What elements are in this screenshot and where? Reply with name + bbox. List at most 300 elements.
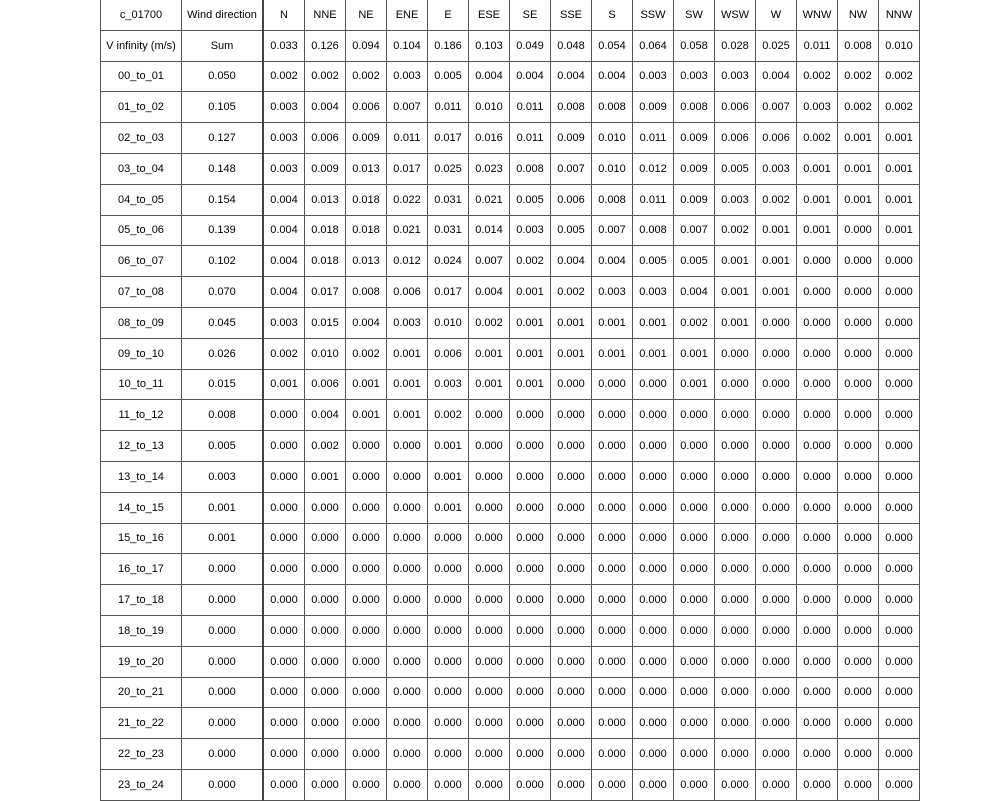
frequency-cell: 0.000 (879, 585, 920, 616)
frequency-cell: 0.002 (428, 400, 469, 431)
frequency-cell: 0.000 (263, 615, 305, 646)
frequency-cell: 0.000 (838, 307, 879, 338)
direction-header-ne: NE (346, 0, 387, 30)
frequency-cell: 0.000 (510, 769, 551, 800)
row-sum-cell: 0.015 (182, 369, 264, 400)
frequency-cell: 0.000 (263, 739, 305, 770)
frequency-cell: 0.000 (715, 677, 756, 708)
frequency-cell: 0.000 (797, 277, 838, 308)
frequency-cell: 0.008 (674, 92, 715, 123)
frequency-cell: 0.000 (756, 523, 797, 554)
frequency-cell: 0.008 (551, 92, 592, 123)
frequency-cell: 0.001 (797, 184, 838, 215)
frequency-cell: 0.004 (263, 277, 305, 308)
table-row (101, 369, 920, 400)
frequency-cell: 0.002 (510, 246, 551, 277)
table-row (101, 123, 920, 154)
corner-label: c_01700 (101, 0, 182, 30)
sum-row (101, 30, 920, 61)
frequency-cell: 0.001 (592, 307, 633, 338)
frequency-cell: 0.000 (756, 677, 797, 708)
frequency-cell: 0.011 (428, 92, 469, 123)
frequency-cell: 0.005 (715, 153, 756, 184)
frequency-cell: 0.004 (551, 61, 592, 92)
frequency-cell: 0.000 (633, 585, 674, 616)
frequency-cell: 0.004 (346, 307, 387, 338)
frequency-cell: 0.000 (879, 615, 920, 646)
table-row (101, 153, 920, 184)
speed-bin-label: 18_to_19 (101, 615, 182, 646)
frequency-cell: 0.000 (633, 400, 674, 431)
frequency-cell: 0.000 (263, 646, 305, 677)
direction-header-e: E (428, 0, 469, 30)
direction-header-ese: ESE (469, 0, 510, 30)
direction-sum-cell: 0.028 (715, 30, 756, 61)
frequency-cell: 0.000 (715, 492, 756, 523)
frequency-cell: 0.000 (469, 646, 510, 677)
wind-direction-header: Wind direction (182, 0, 264, 30)
direction-header-nne: NNE (305, 0, 346, 30)
frequency-cell: 0.000 (551, 523, 592, 554)
frequency-cell: 0.000 (674, 739, 715, 770)
table-row (101, 307, 920, 338)
speed-bin-label: 11_to_12 (101, 400, 182, 431)
direction-sum-cell: 0.126 (305, 30, 346, 61)
frequency-cell: 0.013 (305, 184, 346, 215)
frequency-cell: 0.004 (756, 61, 797, 92)
frequency-cell: 0.001 (510, 369, 551, 400)
frequency-cell: 0.000 (879, 708, 920, 739)
frequency-cell: 0.002 (797, 61, 838, 92)
frequency-cell: 0.000 (633, 769, 674, 800)
frequency-cell: 0.004 (263, 184, 305, 215)
table-row (101, 184, 920, 215)
frequency-cell: 0.011 (633, 184, 674, 215)
speed-bin-label: 06_to_07 (101, 246, 182, 277)
frequency-cell: 0.000 (756, 769, 797, 800)
frequency-cell: 0.000 (879, 677, 920, 708)
frequency-cell: 0.009 (305, 153, 346, 184)
frequency-cell: 0.000 (797, 523, 838, 554)
frequency-cell: 0.008 (346, 277, 387, 308)
frequency-cell: 0.000 (715, 554, 756, 585)
frequency-cell: 0.001 (879, 215, 920, 246)
row-sum-cell: 0.005 (182, 431, 264, 462)
frequency-cell: 0.000 (510, 523, 551, 554)
frequency-cell: 0.006 (387, 277, 428, 308)
table-row (101, 277, 920, 308)
frequency-cell: 0.000 (879, 338, 920, 369)
frequency-cell: 0.000 (633, 369, 674, 400)
frequency-cell: 0.002 (305, 61, 346, 92)
frequency-cell: 0.000 (551, 461, 592, 492)
frequency-cell: 0.000 (797, 307, 838, 338)
frequency-cell: 0.017 (387, 153, 428, 184)
table-row (101, 585, 920, 616)
frequency-cell: 0.000 (387, 708, 428, 739)
direction-sum-cell: 0.094 (346, 30, 387, 61)
frequency-cell: 0.000 (797, 554, 838, 585)
direction-sum-cell: 0.033 (263, 30, 305, 61)
frequency-cell: 0.000 (263, 523, 305, 554)
frequency-cell: 0.000 (674, 646, 715, 677)
frequency-cell: 0.000 (469, 461, 510, 492)
row-sum-cell: 0.008 (182, 400, 264, 431)
frequency-cell: 0.009 (633, 92, 674, 123)
frequency-cell: 0.000 (715, 338, 756, 369)
frequency-cell: 0.000 (633, 431, 674, 462)
frequency-cell: 0.001 (305, 461, 346, 492)
table-row (101, 523, 920, 554)
frequency-cell: 0.009 (346, 123, 387, 154)
speed-bin-label: 23_to_24 (101, 769, 182, 800)
speed-bin-label: 03_to_04 (101, 153, 182, 184)
frequency-cell: 0.000 (469, 431, 510, 462)
frequency-cell: 0.007 (551, 153, 592, 184)
frequency-cell: 0.002 (715, 215, 756, 246)
speed-bin-label: 14_to_15 (101, 492, 182, 523)
frequency-cell: 0.002 (346, 61, 387, 92)
frequency-cell: 0.011 (510, 123, 551, 154)
row-sum-cell: 0.045 (182, 307, 264, 338)
frequency-cell: 0.001 (797, 153, 838, 184)
frequency-cell: 0.000 (674, 492, 715, 523)
frequency-cell: 0.000 (469, 769, 510, 800)
frequency-cell: 0.000 (715, 708, 756, 739)
frequency-cell: 0.000 (263, 492, 305, 523)
frequency-cell: 0.001 (838, 153, 879, 184)
frequency-cell: 0.000 (510, 492, 551, 523)
frequency-cell: 0.003 (387, 307, 428, 338)
frequency-cell: 0.000 (797, 585, 838, 616)
speed-bin-label: 20_to_21 (101, 677, 182, 708)
frequency-cell: 0.000 (879, 431, 920, 462)
direction-sum-cell: 0.025 (756, 30, 797, 61)
frequency-cell: 0.001 (428, 492, 469, 523)
frequency-cell: 0.000 (674, 461, 715, 492)
frequency-cell: 0.021 (387, 215, 428, 246)
frequency-cell: 0.008 (592, 184, 633, 215)
frequency-cell: 0.002 (797, 123, 838, 154)
frequency-cell: 0.000 (551, 585, 592, 616)
frequency-cell: 0.001 (551, 338, 592, 369)
frequency-cell: 0.000 (879, 400, 920, 431)
frequency-cell: 0.000 (387, 554, 428, 585)
frequency-cell: 0.000 (510, 615, 551, 646)
frequency-cell: 0.000 (387, 677, 428, 708)
frequency-cell: 0.000 (838, 277, 879, 308)
table-row (101, 615, 920, 646)
frequency-cell: 0.001 (756, 215, 797, 246)
frequency-cell: 0.000 (510, 708, 551, 739)
frequency-cell: 0.000 (428, 677, 469, 708)
frequency-cell: 0.031 (428, 184, 469, 215)
frequency-cell: 0.003 (797, 92, 838, 123)
row-sum-cell: 0.000 (182, 554, 264, 585)
frequency-cell: 0.000 (879, 646, 920, 677)
frequency-cell: 0.002 (263, 61, 305, 92)
table-row (101, 246, 920, 277)
frequency-cell: 0.000 (428, 523, 469, 554)
frequency-cell: 0.001 (428, 461, 469, 492)
frequency-cell: 0.000 (551, 554, 592, 585)
frequency-cell: 0.000 (756, 307, 797, 338)
frequency-cell: 0.001 (715, 307, 756, 338)
row-sum-cell: 0.000 (182, 615, 264, 646)
frequency-cell: 0.000 (838, 246, 879, 277)
frequency-cell: 0.000 (551, 739, 592, 770)
frequency-cell: 0.000 (592, 677, 633, 708)
speed-bin-label: 13_to_14 (101, 461, 182, 492)
frequency-cell: 0.018 (346, 184, 387, 215)
frequency-cell: 0.003 (633, 277, 674, 308)
frequency-cell: 0.000 (879, 769, 920, 800)
frequency-cell: 0.000 (346, 739, 387, 770)
frequency-cell: 0.000 (305, 554, 346, 585)
direction-sum-cell: 0.054 (592, 30, 633, 61)
frequency-cell: 0.009 (674, 123, 715, 154)
frequency-cell: 0.000 (346, 708, 387, 739)
frequency-cell: 0.006 (428, 338, 469, 369)
frequency-cell: 0.000 (838, 739, 879, 770)
frequency-cell: 0.005 (551, 215, 592, 246)
row-sum-cell: 0.127 (182, 123, 264, 154)
frequency-cell: 0.000 (510, 400, 551, 431)
frequency-cell: 0.024 (428, 246, 469, 277)
frequency-cell: 0.012 (633, 153, 674, 184)
speed-bin-label: 08_to_09 (101, 307, 182, 338)
frequency-cell: 0.000 (305, 523, 346, 554)
frequency-cell: 0.000 (346, 461, 387, 492)
frequency-cell: 0.022 (387, 184, 428, 215)
frequency-cell: 0.001 (510, 277, 551, 308)
frequency-cell: 0.000 (346, 646, 387, 677)
table-row (101, 646, 920, 677)
frequency-cell: 0.000 (551, 677, 592, 708)
frequency-cell: 0.018 (305, 246, 346, 277)
row-sum-cell: 0.000 (182, 677, 264, 708)
frequency-cell: 0.000 (510, 585, 551, 616)
frequency-cell: 0.000 (756, 646, 797, 677)
frequency-cell: 0.010 (469, 92, 510, 123)
frequency-cell: 0.000 (797, 461, 838, 492)
row-sum-cell: 0.000 (182, 739, 264, 770)
frequency-cell: 0.001 (756, 246, 797, 277)
frequency-cell: 0.000 (838, 554, 879, 585)
frequency-cell: 0.000 (797, 338, 838, 369)
speed-bin-label: 15_to_16 (101, 523, 182, 554)
frequency-cell: 0.031 (428, 215, 469, 246)
frequency-cell: 0.000 (387, 431, 428, 462)
frequency-cell: 0.000 (387, 769, 428, 800)
frequency-cell: 0.010 (305, 338, 346, 369)
frequency-cell: 0.000 (592, 708, 633, 739)
sum-header: Sum (182, 30, 264, 61)
speed-bin-label: 07_to_08 (101, 277, 182, 308)
frequency-cell: 0.000 (510, 554, 551, 585)
frequency-cell: 0.001 (674, 369, 715, 400)
table-row (101, 492, 920, 523)
frequency-cell: 0.011 (633, 123, 674, 154)
frequency-cell: 0.007 (592, 215, 633, 246)
table-row (101, 431, 920, 462)
frequency-cell: 0.000 (838, 523, 879, 554)
frequency-cell: 0.003 (592, 277, 633, 308)
frequency-cell: 0.000 (592, 739, 633, 770)
frequency-cell: 0.000 (797, 708, 838, 739)
frequency-cell: 0.003 (715, 184, 756, 215)
frequency-cell: 0.000 (263, 554, 305, 585)
frequency-cell: 0.000 (633, 554, 674, 585)
frequency-cell: 0.000 (715, 431, 756, 462)
frequency-cell: 0.000 (633, 708, 674, 739)
frequency-cell: 0.000 (551, 708, 592, 739)
frequency-cell: 0.000 (469, 739, 510, 770)
frequency-cell: 0.000 (428, 739, 469, 770)
frequency-cell: 0.000 (263, 708, 305, 739)
table-body (101, 0, 920, 800)
frequency-cell: 0.001 (387, 338, 428, 369)
frequency-cell: 0.005 (633, 246, 674, 277)
table-row (101, 215, 920, 246)
frequency-cell: 0.000 (551, 769, 592, 800)
frequency-cell: 0.000 (469, 677, 510, 708)
frequency-cell: 0.000 (592, 461, 633, 492)
frequency-cell: 0.000 (674, 431, 715, 462)
frequency-cell: 0.000 (633, 739, 674, 770)
frequency-cell: 0.001 (510, 307, 551, 338)
frequency-cell: 0.000 (633, 677, 674, 708)
frequency-cell: 0.001 (551, 307, 592, 338)
frequency-cell: 0.001 (633, 338, 674, 369)
row-sum-cell: 0.000 (182, 708, 264, 739)
frequency-cell: 0.000 (838, 338, 879, 369)
frequency-cell: 0.000 (592, 431, 633, 462)
row-sum-cell: 0.001 (182, 492, 264, 523)
frequency-cell: 0.001 (387, 369, 428, 400)
frequency-cell: 0.006 (305, 123, 346, 154)
frequency-cell: 0.000 (469, 400, 510, 431)
frequency-cell: 0.000 (263, 461, 305, 492)
frequency-cell: 0.000 (756, 708, 797, 739)
frequency-cell: 0.000 (551, 369, 592, 400)
direction-sum-cell: 0.058 (674, 30, 715, 61)
frequency-cell: 0.000 (428, 646, 469, 677)
frequency-cell: 0.002 (263, 338, 305, 369)
speed-bin-label: 19_to_20 (101, 646, 182, 677)
frequency-cell: 0.017 (305, 277, 346, 308)
frequency-cell: 0.006 (756, 123, 797, 154)
frequency-cell: 0.002 (879, 92, 920, 123)
frequency-cell: 0.003 (756, 153, 797, 184)
frequency-cell: 0.001 (592, 338, 633, 369)
row-sum-cell: 0.050 (182, 61, 264, 92)
frequency-cell: 0.000 (592, 585, 633, 616)
frequency-cell: 0.003 (633, 61, 674, 92)
direction-sum-cell: 0.010 (879, 30, 920, 61)
speed-bin-label: 01_to_02 (101, 92, 182, 123)
direction-header-wnw: WNW (797, 0, 838, 30)
row-sum-cell: 0.000 (182, 769, 264, 800)
direction-sum-cell: 0.049 (510, 30, 551, 61)
frequency-cell: 0.007 (469, 246, 510, 277)
frequency-cell: 0.000 (756, 338, 797, 369)
frequency-cell: 0.007 (387, 92, 428, 123)
frequency-cell: 0.000 (879, 523, 920, 554)
frequency-cell: 0.000 (838, 677, 879, 708)
speed-bin-label: 00_to_01 (101, 61, 182, 92)
direction-sum-cell: 0.103 (469, 30, 510, 61)
frequency-cell: 0.006 (346, 92, 387, 123)
frequency-cell: 0.001 (346, 400, 387, 431)
frequency-cell: 0.001 (387, 400, 428, 431)
frequency-cell: 0.014 (469, 215, 510, 246)
frequency-cell: 0.005 (510, 184, 551, 215)
frequency-cell: 0.000 (715, 646, 756, 677)
frequency-cell: 0.000 (592, 369, 633, 400)
frequency-cell: 0.000 (838, 400, 879, 431)
frequency-cell: 0.006 (715, 123, 756, 154)
frequency-cell: 0.003 (510, 215, 551, 246)
frequency-cell: 0.000 (633, 492, 674, 523)
frequency-cell: 0.000 (346, 769, 387, 800)
frequency-cell: 0.000 (797, 769, 838, 800)
table-row (101, 338, 920, 369)
direction-sum-cell: 0.048 (551, 30, 592, 61)
frequency-cell: 0.002 (756, 184, 797, 215)
row-sum-cell: 0.026 (182, 338, 264, 369)
direction-header-se: SE (510, 0, 551, 30)
direction-header-wsw: WSW (715, 0, 756, 30)
frequency-cell: 0.000 (469, 492, 510, 523)
frequency-cell: 0.000 (756, 369, 797, 400)
frequency-cell: 0.000 (387, 646, 428, 677)
frequency-cell: 0.001 (633, 307, 674, 338)
frequency-cell: 0.000 (428, 769, 469, 800)
frequency-cell: 0.000 (838, 492, 879, 523)
frequency-cell: 0.000 (674, 769, 715, 800)
speed-bin-label: 17_to_18 (101, 585, 182, 616)
direction-header-ssw: SSW (633, 0, 674, 30)
frequency-cell: 0.000 (797, 492, 838, 523)
frequency-cell: 0.009 (674, 153, 715, 184)
frequency-cell: 0.010 (592, 123, 633, 154)
frequency-cell: 0.013 (346, 153, 387, 184)
frequency-cell: 0.000 (305, 677, 346, 708)
frequency-cell: 0.002 (838, 92, 879, 123)
frequency-cell: 0.000 (797, 646, 838, 677)
direction-sum-cell: 0.064 (633, 30, 674, 61)
frequency-cell: 0.006 (305, 369, 346, 400)
table-row (101, 769, 920, 800)
frequency-cell: 0.000 (879, 307, 920, 338)
frequency-cell: 0.004 (592, 246, 633, 277)
frequency-cell: 0.000 (838, 769, 879, 800)
frequency-cell: 0.000 (838, 615, 879, 646)
frequency-cell: 0.004 (263, 246, 305, 277)
frequency-cell: 0.018 (346, 215, 387, 246)
frequency-cell: 0.000 (756, 554, 797, 585)
frequency-cell: 0.004 (469, 61, 510, 92)
frequency-cell: 0.000 (633, 615, 674, 646)
frequency-cell: 0.000 (838, 369, 879, 400)
row-sum-cell: 0.070 (182, 277, 264, 308)
speed-bin-label: 10_to_11 (101, 369, 182, 400)
speed-bin-label: 21_to_22 (101, 708, 182, 739)
frequency-cell: 0.000 (510, 461, 551, 492)
frequency-cell: 0.008 (510, 153, 551, 184)
speed-bin-label: 02_to_03 (101, 123, 182, 154)
